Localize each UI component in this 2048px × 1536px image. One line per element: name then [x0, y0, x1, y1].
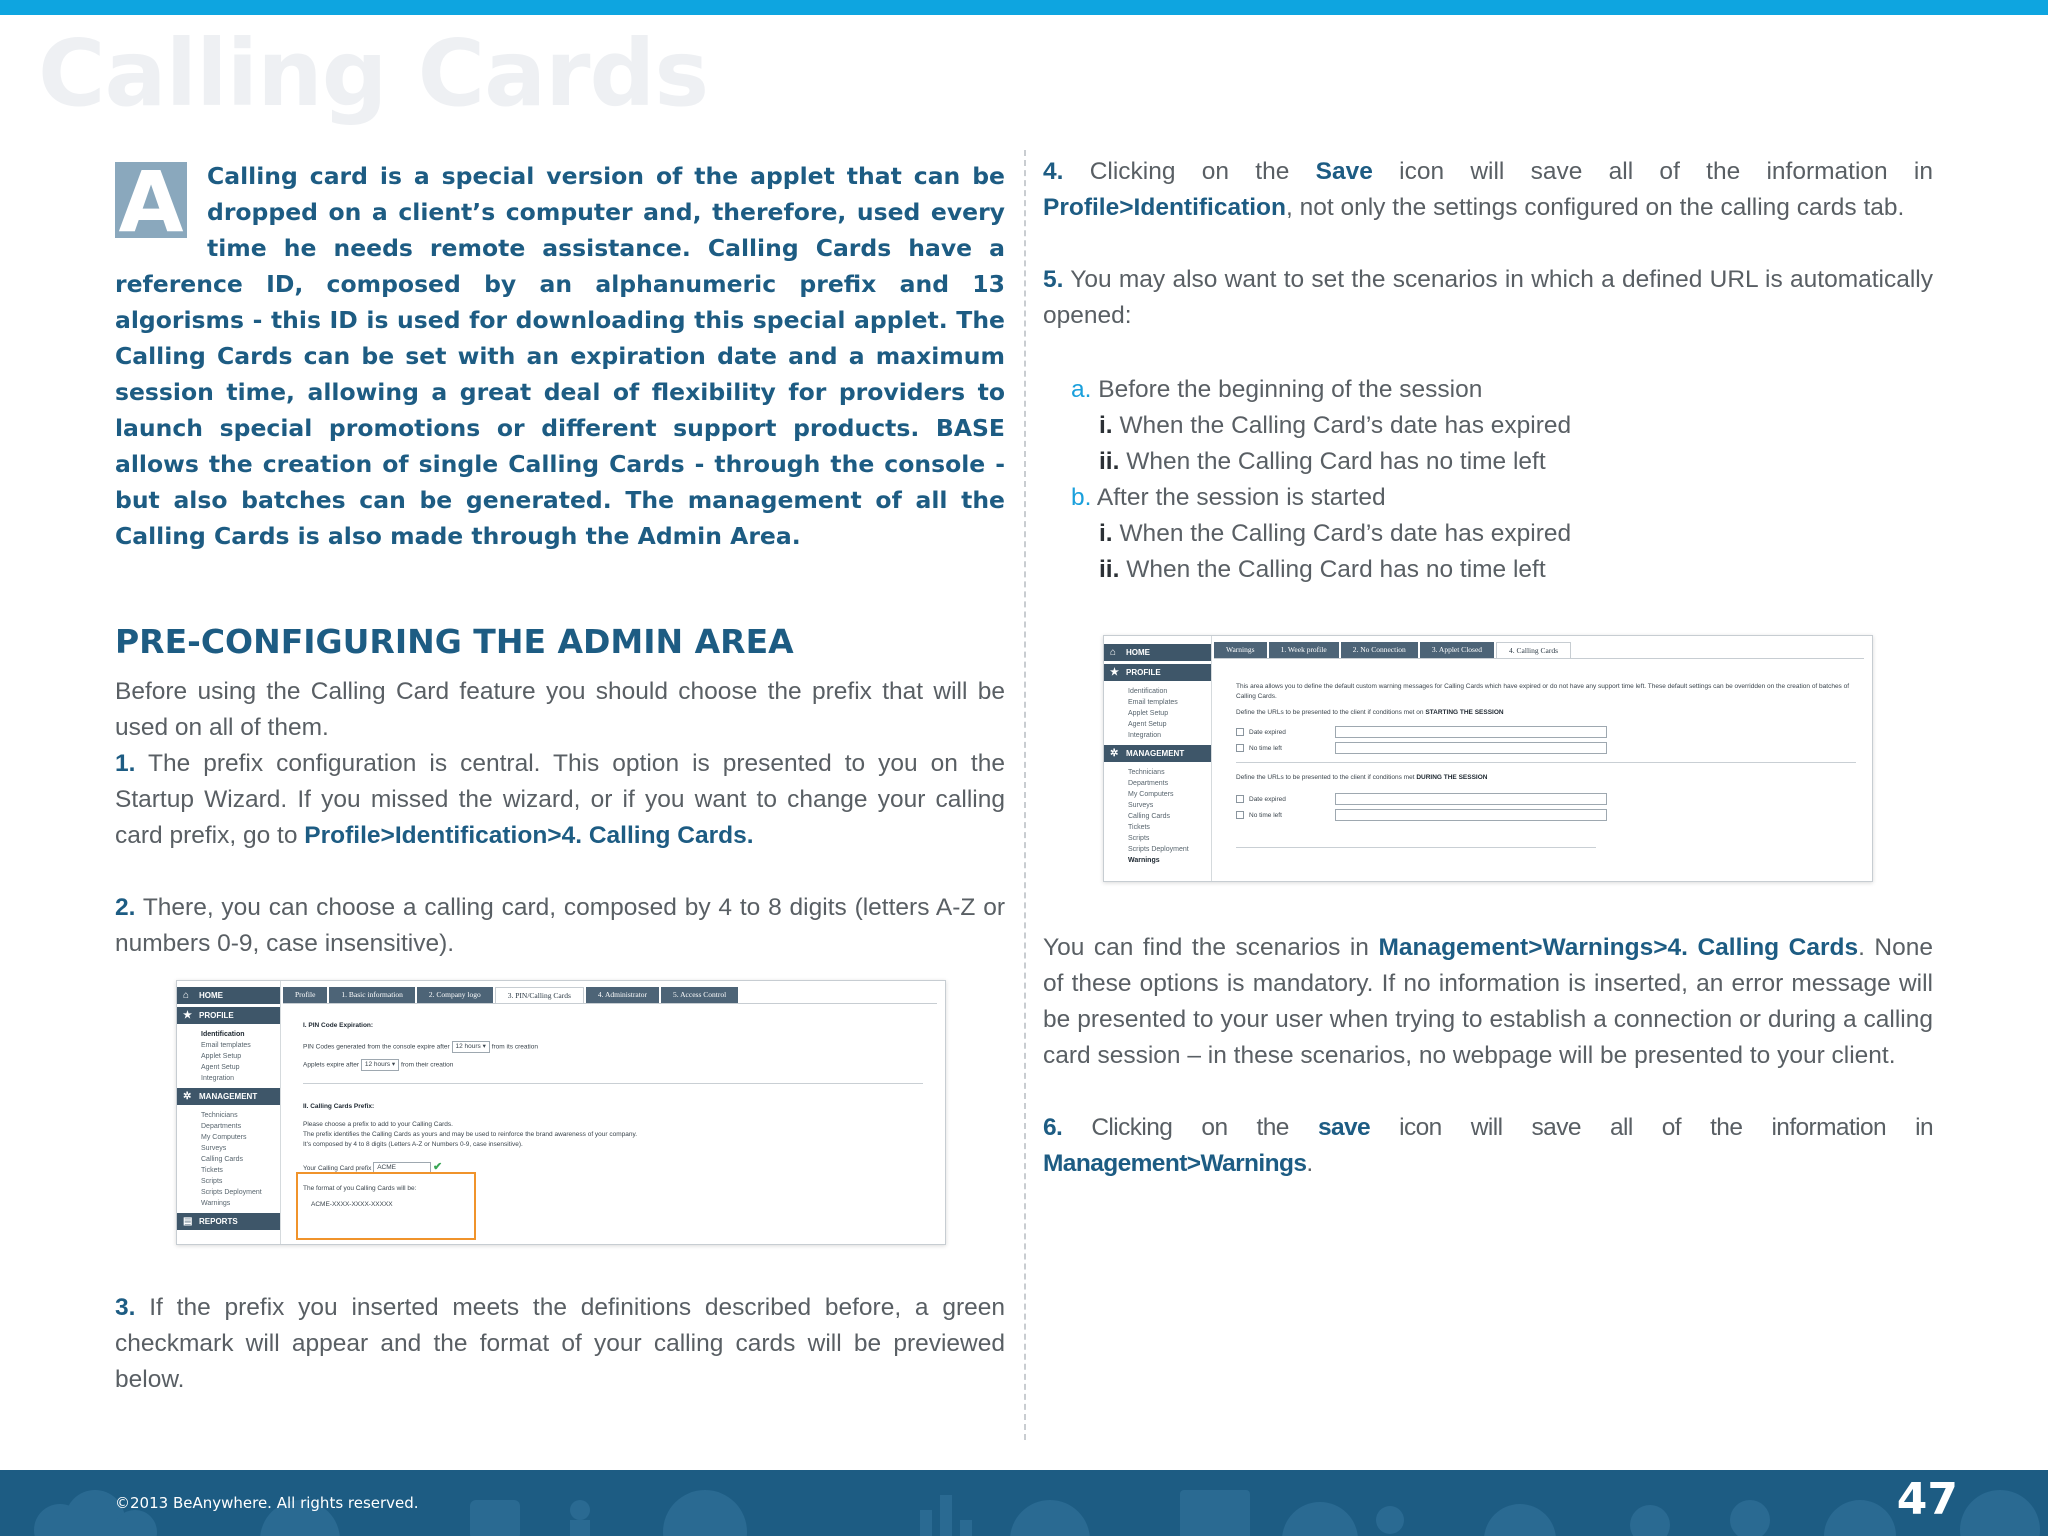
during-label-emphasis: DURING THE SESSION [1416, 774, 1488, 781]
reports-icon: ▤ [183, 1216, 193, 1227]
roman-numeral: i. [1099, 412, 1113, 439]
separator [1236, 762, 1856, 763]
scenario-subitem [1043, 444, 1933, 480]
intro-text: Calling card is a special version of the applet that can be dropped on a client’s computer and, therefore, used every time he needs remote assistance. Calling Cards have a reference ID, composed by an alphanumeric prefix and 13 algorisms - this ID is used for downloading this special applet. The Calling Cards can be set with an expiration date and a maximum session time, allowing a great deal of flexibility for providers to launch special promotions or different support products. BASE allows the creation of single Calling Cards - through the console - but also batches can be generated. The management of all the Calling Cards is also made through the Admin Area. [115, 162, 1005, 550]
page-title-watermark: Calling Cards [38, 20, 709, 127]
pin-label: from its creation [491, 1043, 538, 1051]
step-text: icon will save all of the information in [1399, 1114, 1934, 1141]
admin-sidebar [1104, 636, 1212, 881]
prefix-value: ACME [377, 1164, 396, 1172]
save-keyword: save [1317, 1114, 1371, 1141]
scenario-list [1043, 372, 1933, 588]
paragraph-text: You can find the scenarios in [1043, 934, 1369, 961]
step-text: There, you can choose a calling card, composed by 4 to 8 digits (letters A-Z or numbers 0-9, case insensitive). [115, 894, 1005, 957]
sidebar-item: Surveys [1128, 802, 1154, 809]
sidebar-item: Technicians [201, 1112, 238, 1119]
sidebar-home [1104, 644, 1211, 661]
sidebar-label: MANAGEMENT [1126, 749, 1185, 758]
pin-heading: I. PIN Code Expiration: [303, 1022, 374, 1029]
prefix-heading: II. Calling Cards Prefix: [303, 1103, 375, 1110]
step-number: 5. [1043, 266, 1064, 293]
right-column [1043, 154, 1933, 588]
sidebar-item: Email templates [1128, 699, 1178, 706]
subitem-text: When the Calling Card’s date has expired [1119, 412, 1572, 439]
profile-path-link: Profile>Identification>4. Calling Cards. [304, 822, 754, 849]
sidebar-item: Applet Setup [1128, 710, 1169, 717]
tab-underline [283, 1003, 937, 1004]
sidebar-item: Email templates [201, 1042, 251, 1049]
sidebar-item: Tickets [201, 1167, 223, 1174]
step-text: If the prefix you inserted meets the definitions described before, a green checkmark will appear and the format of your calling cards will be previewed below. [115, 1294, 1006, 1393]
left-column [115, 153, 1005, 962]
warnings-settings-panel [1236, 682, 1856, 856]
gear-icon: ✲ [1110, 748, 1119, 759]
tab-no-connection: 2. No Connection [1341, 642, 1418, 658]
profile-identification-link: Profile>Identification [1043, 194, 1286, 221]
scenario-text: After the session is started [1096, 484, 1386, 511]
date-expired-checkbox [1236, 728, 1244, 736]
save-keyword: Save [1315, 158, 1373, 185]
sidebar-item-warnings: Warnings [1128, 857, 1160, 864]
star-icon: ★ [1110, 667, 1119, 678]
sidebar-item: Scripts [1128, 835, 1150, 842]
select-value: 12 hours [455, 1043, 481, 1050]
option-label: Date expired [1249, 795, 1286, 803]
home-icon: ⌂ [1110, 647, 1117, 658]
sidebar-item: Departments [1128, 780, 1169, 787]
tab-profile: Profile [283, 987, 327, 1003]
step-number: 6. [1043, 1114, 1063, 1141]
step-5 [1043, 262, 1933, 334]
scenario-item [1043, 480, 1933, 516]
applet-expire-select: 12 hours ▾ [361, 1059, 399, 1071]
sidebar-reports [177, 1213, 280, 1230]
section-heading: PRE-CONFIGURING THE ADMIN AREA [115, 622, 794, 661]
lead-text: Before using the Calling Card feature you should choose the prefix that will be used on all of them. [115, 678, 1005, 741]
sidebar-item: Agent Setup [1128, 721, 1167, 728]
sidebar-label: HOME [199, 991, 223, 1000]
sidebar-home [177, 987, 280, 1004]
copyright-notice: ©2013 BeAnywhere. All rights reserved. [115, 1494, 419, 1512]
select-value: 12 hours [364, 1061, 391, 1068]
subitem-text: When the Calling Card has no time left [1126, 448, 1546, 475]
scenario-text: Before the beginning of the session [1098, 376, 1483, 403]
checkmark-icon: ✔ [433, 1161, 443, 1173]
step-text: icon will save all of the information in [1399, 158, 1934, 185]
scenario-subitem [1043, 408, 1933, 444]
step-text: You may also want to set the scenarios in which a defined URL is automatically opened: [1043, 266, 1933, 329]
applet-label: Applets expire after [303, 1061, 360, 1069]
step-number: 3. [115, 1294, 136, 1321]
step-text: Clicking on the [1091, 1114, 1289, 1141]
tab-pin-calling-cards: 3. PIN/Calling Cards [495, 987, 584, 1003]
sidebar-label: HOME [1126, 648, 1150, 657]
sidebar-item: Applet Setup [201, 1053, 242, 1060]
date-expired-checkbox [1236, 795, 1244, 803]
sidebar-item: Scripts Deployment [201, 1189, 262, 1196]
roman-numeral: ii. [1099, 556, 1120, 583]
sidebar-item: Identification [1128, 688, 1168, 695]
scenario-item [1043, 372, 1933, 408]
scenarios-location-paragraph [1043, 930, 1933, 1074]
pin-calling-cards-screenshot [176, 980, 946, 1245]
start-label-emphasis: STARTING THE SESSION [1425, 709, 1504, 716]
subitem-text: When the Calling Card’s date has expired [1119, 520, 1572, 547]
tab-administrator: 4. Administrator [586, 987, 659, 1003]
home-icon: ⌂ [183, 990, 190, 1001]
step-number: 4. [1043, 158, 1064, 185]
sidebar-item: Tickets [1128, 824, 1150, 831]
sidebar-label: MANAGEMENT [199, 1092, 258, 1101]
url-input [1335, 726, 1607, 738]
section-lead [115, 674, 1005, 854]
sidebar-profile [177, 1007, 280, 1024]
url-input [1335, 742, 1607, 754]
sidebar-profile [1104, 664, 1211, 681]
sidebar-label: REPORTS [199, 1217, 238, 1226]
step-3 [115, 1290, 1005, 1398]
tab-warnings: Warnings [1214, 642, 1267, 658]
tab-week-profile: 1. Week profile [1269, 642, 1339, 658]
gear-icon: ✲ [183, 1091, 192, 1102]
prefix-highlight-box [296, 1172, 476, 1240]
step-4 [1043, 154, 1933, 226]
tab-applet-closed: 3. Applet Closed [1420, 642, 1494, 658]
url-input [1335, 809, 1607, 821]
prefix-label: Your Calling Card prefix [303, 1165, 372, 1172]
option-label: Date expired [1249, 728, 1286, 736]
tab-company-logo: 2. Company logo [417, 987, 493, 1003]
sidebar-management [177, 1088, 280, 1105]
format-preview: ACME-XXXX-XXXX-XXXXX [311, 1201, 393, 1209]
separator [1236, 847, 1596, 848]
sidebar-label: PROFILE [199, 1011, 234, 1020]
format-label: The format of you Calling Cards will be: [303, 1185, 417, 1193]
tab-calling-cards: 4. Calling Cards [1496, 642, 1571, 658]
step-text: , not only the settings configured on the calling cards tab. [1286, 194, 1905, 221]
scenario-letter: b. [1071, 484, 1092, 511]
prefix-description: Please choose a prefix to add to your Calling Cards. [303, 1121, 453, 1128]
sidebar-item: Departments [201, 1123, 242, 1130]
warnings-description: This area allows you to define the default custom warning messages for Calling Cards which have expired or do not have any support time left. These default settings can be overridden on the creation of batches of Calling Cards. [1236, 683, 1850, 700]
sidebar-management [1104, 745, 1211, 762]
no-time-left-checkbox [1236, 811, 1244, 819]
during-label: Define the URLs to be presented to the client if conditions met [1236, 774, 1415, 781]
sidebar-label: PROFILE [1126, 668, 1161, 677]
column-divider [1024, 150, 1026, 1440]
pin-label: PIN Codes generated from the console expire after [303, 1043, 450, 1051]
applet-label: from their creation [401, 1061, 454, 1069]
no-time-left-checkbox [1236, 744, 1244, 752]
scenario-subitem [1043, 516, 1933, 552]
star-icon: ★ [183, 1010, 192, 1021]
management-warnings-link: Management>Warnings [1043, 1150, 1307, 1177]
url-input [1335, 793, 1607, 805]
sidebar-item: My Computers [201, 1134, 247, 1141]
tab-underline [1214, 658, 1864, 659]
step-6 [1043, 1110, 1933, 1182]
drop-cap: A [115, 162, 187, 238]
step-text: Clicking on the [1089, 158, 1290, 185]
step-text: The prefix configuration is central. This option is presented to you on the Startup Wizard. If you missed the wizard, or if you want to change your calling card prefix, go to [115, 750, 1005, 849]
tab-bar [1214, 642, 1571, 658]
warnings-path-link: Management>Warnings>4. Calling Cards [1378, 934, 1859, 961]
separator [303, 1083, 923, 1084]
sidebar-item: Surveys [201, 1145, 227, 1152]
option-label: No time left [1249, 744, 1282, 752]
sidebar-item-identification: Identification [201, 1031, 245, 1038]
scenario-letter: a. [1071, 376, 1092, 403]
page-number: 47 [1896, 1474, 1958, 1525]
sidebar-item: Technicians [1128, 769, 1165, 776]
sidebar-item: Scripts Deployment [1128, 846, 1189, 853]
sidebar-item: Calling Cards [201, 1156, 244, 1163]
top-accent-bar [0, 0, 2048, 15]
tab-bar [283, 987, 738, 1003]
step-2 [115, 890, 1005, 962]
roman-numeral: ii. [1099, 448, 1120, 475]
roman-numeral: i. [1099, 520, 1113, 547]
prefix-description: It's composed by 4 to 8 digits (Letters A-Z or Numbers 0-9, case insensitive). [303, 1141, 523, 1148]
sidebar-item: Calling Cards [1128, 813, 1171, 820]
sidebar-item: Scripts [201, 1178, 223, 1185]
start-label: Define the URLs to be presented to the client if conditions met on [1236, 709, 1424, 716]
pin-expire-select: 12 hours ▾ [452, 1041, 490, 1053]
sidebar-item: Warnings [201, 1200, 231, 1207]
step-number: 2. [115, 894, 136, 921]
sidebar-item: Agent Setup [201, 1064, 240, 1071]
paragraph-text: . None of these options is mandatory. If no information is inserted, an error message will be presented to your user when trying to establish a connection or during a calling card session – in these scenarios, no webpage will be presented to your client. [1043, 934, 1934, 1069]
warnings-calling-cards-screenshot [1103, 635, 1873, 882]
tab-basic-information: 1. Basic information [329, 987, 414, 1003]
admin-sidebar [177, 981, 281, 1244]
option-label: No time left [1249, 811, 1282, 819]
intro-paragraph [115, 153, 1005, 554]
scenario-subitem [1043, 552, 1933, 588]
tab-access-control: 5. Access Control [661, 987, 738, 1003]
subitem-text: When the Calling Card has no time left [1126, 556, 1546, 583]
prefix-description: The prefix identifies the Calling Cards as yours and may be used to reinforce the brand awareness of your company. [303, 1131, 638, 1138]
step-number: 1. [115, 750, 136, 777]
sidebar-item: Integration [201, 1075, 235, 1082]
step-text: . [1306, 1150, 1313, 1177]
sidebar-item: Integration [1128, 732, 1162, 739]
sidebar-item: My Computers [1128, 791, 1174, 798]
